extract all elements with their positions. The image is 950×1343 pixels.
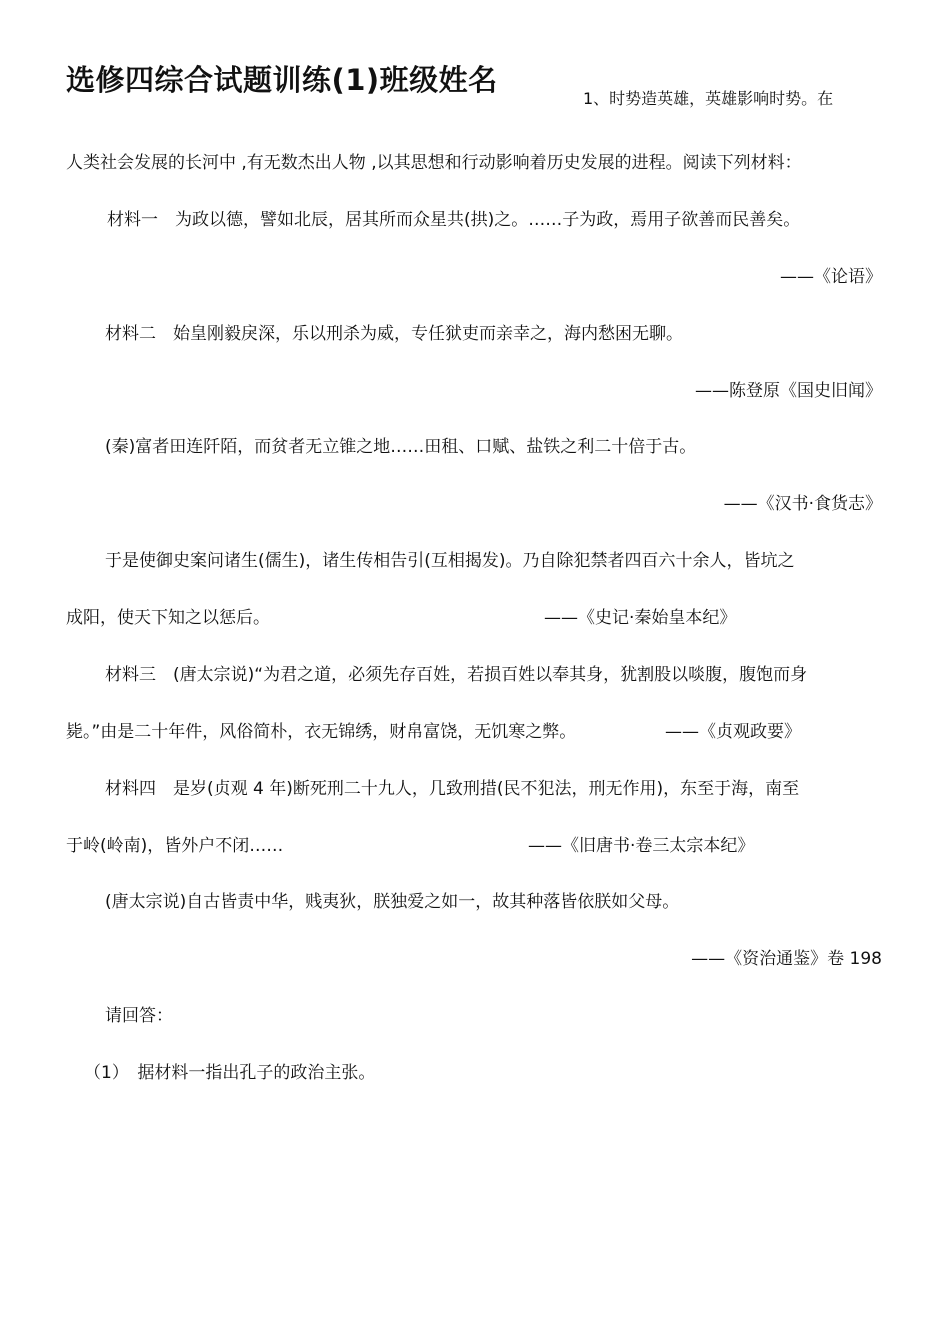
material-2c-line-1: 于是使御史案问诸生(儒生)，诸生传相告引(互相揭发)。乃自除犯禁者四百六十余人，皆坑之 xyxy=(105,551,795,571)
material-2c-line-2: 成阳，使天下知之以惩后。 xyxy=(66,608,270,628)
question-1-intro-line-2: 人类社会发展的长河中 ,有无数杰出人物 ,以其思想和行动影响着历史发展的进程。阅读下列材料： xyxy=(66,153,802,173)
material-2b-source: ——《汉书·食货志》 xyxy=(723,494,882,514)
material-4-line-1: 材料四 是岁(贞观 4 年)断死刑二十九人，几致刑措(民不犯法，刑无作用)，东至于海，南至 xyxy=(105,779,800,799)
material-3-source: ——《贞观政要》 xyxy=(665,722,801,742)
material-4-source: ——《旧唐书·卷三太宗本纪》 xyxy=(528,836,755,856)
material-4b-text: (唐太宗说)自古皆责中华，贱夷狄，朕独爱之如一，故其种落皆依朕如父母。 xyxy=(105,892,680,912)
page-title: 选修四综合试题训练(1)班级姓名 xyxy=(66,63,498,97)
material-4-line-2: 于岭(岭南)，皆外户不闭…… xyxy=(66,836,284,856)
material-2-text: 材料二 始皇刚毅戾深，乐以刑杀为威，专任狱吏而亲幸之，海内愁困无聊。 xyxy=(105,324,683,344)
answer-prompt: 请回答： xyxy=(105,1006,173,1026)
material-3-line-2: 毙。”由是二十年件，风俗简朴，衣无锦绣，财帛富饶，无饥寒之弊。 xyxy=(66,722,577,742)
material-2b-text: (秦)富者田连阡陌，而贫者无立锥之地……田租、口赋、盐铁之利二十倍于古。 xyxy=(105,437,697,457)
material-1-source: ——《论语》 xyxy=(780,267,882,287)
question-1-intro-line-1: 1、时势造英雄，英雄影响时势。在 xyxy=(583,89,834,108)
material-3-line-1: 材料三 (唐太宗说)“为君之道，必须先存百姓，若损百姓以奉其身，犹割股以啖腹，腹饱而身 xyxy=(105,665,808,685)
question-1-part-1: （1） 据材料一指出孔子的政治主张。 xyxy=(84,1063,376,1083)
material-1-text: 材料一 为政以德，譬如北辰，居其所而众星共(拱)之。……子为政，焉用子欲善而民善矣。 xyxy=(107,210,801,230)
material-2-source: ——陈登原《国史旧闻》 xyxy=(695,381,882,401)
material-4b-source: ——《资治通鉴》卷 198 xyxy=(691,949,882,969)
material-2c-source: ——《史记·秦始皇本纪》 xyxy=(544,608,737,628)
